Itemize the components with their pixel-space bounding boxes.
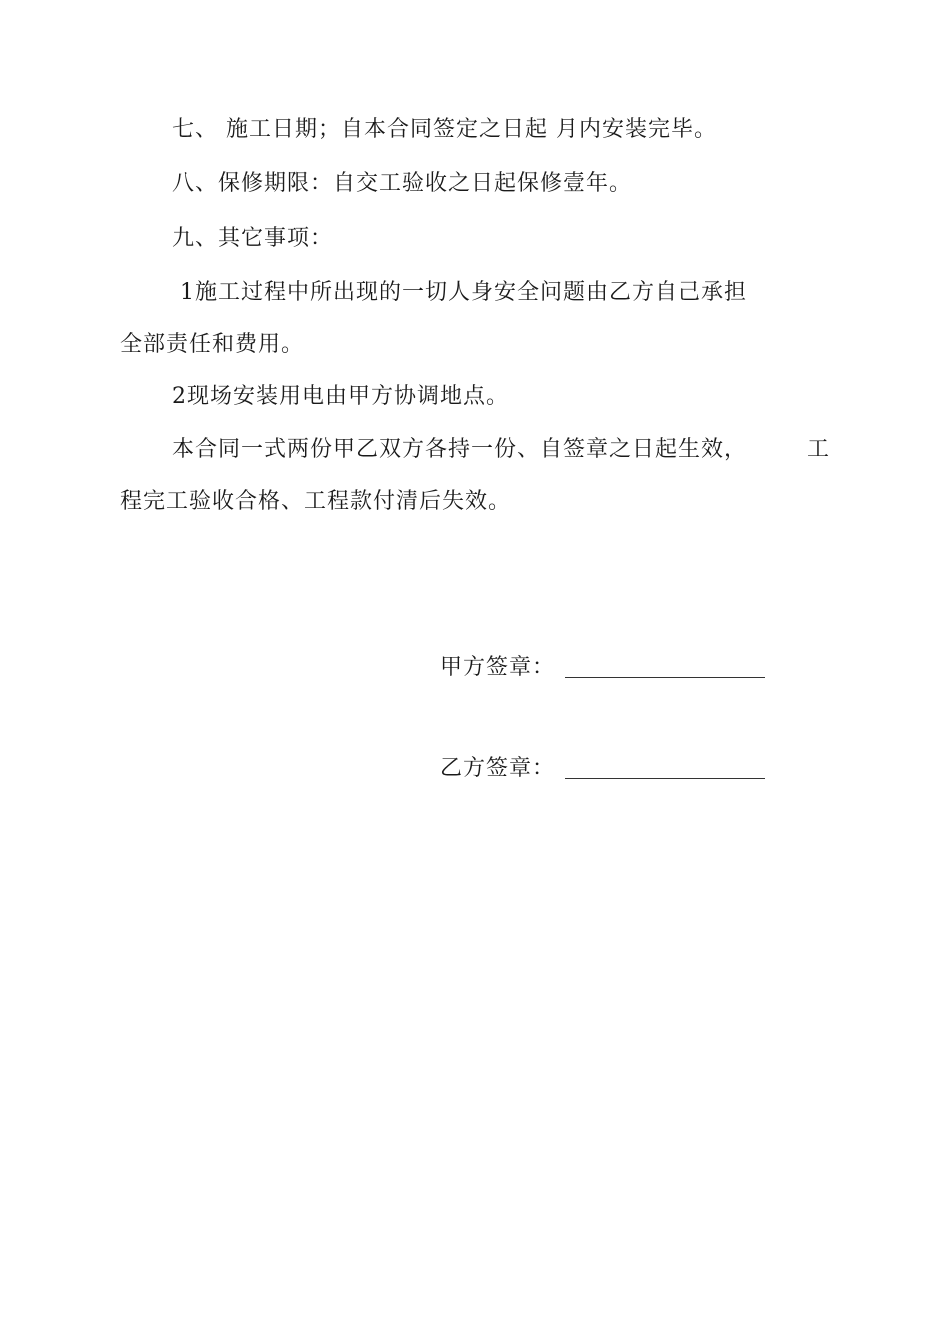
- other-matter-2: 2现场安装用电由甲方协调地点。: [172, 384, 509, 409]
- other-matter-1-line-2: 全部责任和费用。: [120, 332, 305, 357]
- party-b-signature-line[interactable]: [565, 777, 765, 779]
- party-a-signature: [440, 653, 765, 683]
- clause-construction-date: 七、 施工日期；自本合同签定之日起 月内安装完毕。: [172, 117, 717, 142]
- party-b-signature-label: 乙方签章：: [440, 756, 556, 781]
- clause-warranty-period: 八、保修期限：自交工验收之日起保修壹年。: [172, 171, 633, 196]
- clause-other-matters-heading: 九、其它事项：: [172, 226, 334, 251]
- closing-clause-line-2: 程完工验收合格、工程款付清后失效。: [120, 489, 512, 514]
- party-b-signature: [440, 754, 765, 784]
- other-matter-1-line-1: 1施工过程中所出现的一切人身安全问题由乙方自己承担: [180, 280, 747, 305]
- party-a-signature-label: 甲方签章：: [440, 655, 556, 680]
- closing-clause-line-1-tail: 工: [806, 437, 830, 462]
- closing-clause-line-1: [172, 435, 830, 465]
- closing-clause-line-1-main: 本合同一式两份甲乙双方各持一份、自签章之日起生效，: [172, 437, 748, 462]
- party-a-signature-line[interactable]: [565, 676, 765, 678]
